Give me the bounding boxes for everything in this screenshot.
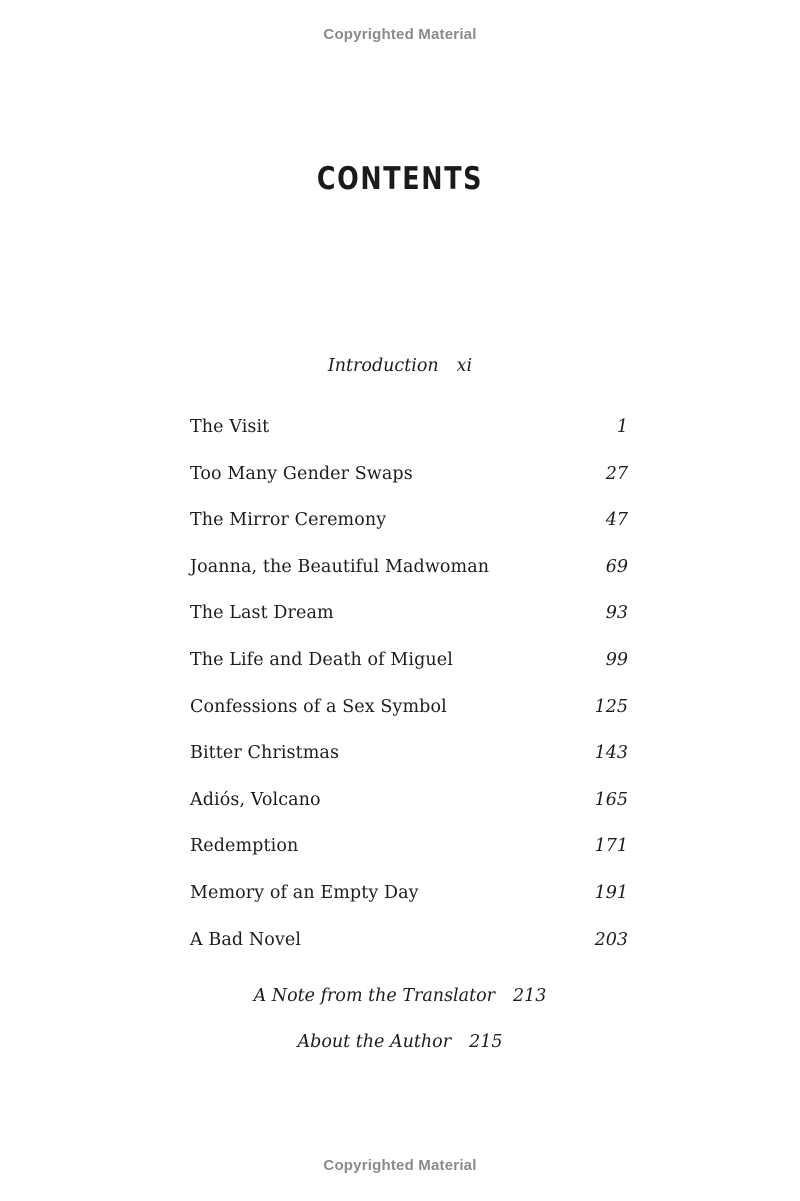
chapter-title: The Mirror Ceremony xyxy=(190,510,387,531)
toc-entry-chapter xyxy=(190,826,628,873)
toc-entry-chapter xyxy=(190,640,628,687)
chapter-page-number: 93 xyxy=(605,603,628,624)
introduction-page-number: xi xyxy=(456,356,473,376)
chapter-list xyxy=(190,407,628,966)
chapter-page-number: 99 xyxy=(605,649,628,670)
chapter-page-number: 203 xyxy=(594,929,628,950)
toc-entry-chapter xyxy=(190,873,628,920)
page-title: CONTENTS xyxy=(316,160,484,197)
chapter-title: Confessions of a Sex Symbol xyxy=(190,696,447,717)
chapter-page-number: 69 xyxy=(605,556,628,577)
about-author-label: About the Author xyxy=(297,1032,452,1052)
toc-entry-translator-note xyxy=(0,986,800,1006)
chapter-page-number: 143 xyxy=(594,743,628,764)
chapter-title: The Last Dream xyxy=(190,603,334,624)
toc-entry-chapter xyxy=(190,733,628,780)
toc-entry-chapter xyxy=(190,454,628,501)
about-author-page-number: 215 xyxy=(469,1032,503,1052)
chapter-page-number: 125 xyxy=(594,696,628,717)
toc-entry-chapter xyxy=(190,687,628,734)
translator-note-label: A Note from the Translator xyxy=(253,986,496,1006)
chapter-title: Memory of an Empty Day xyxy=(190,882,419,903)
chapter-title: The Visit xyxy=(190,417,270,437)
toc-entry-chapter xyxy=(190,547,628,594)
chapter-title: Too Many Gender Swaps xyxy=(190,463,413,484)
chapter-title: Adiós, Volcano xyxy=(190,789,321,810)
chapter-page-number: 165 xyxy=(594,789,628,810)
toc-entry-introduction xyxy=(0,356,800,376)
chapter-title: A Bad Novel xyxy=(190,929,302,950)
chapter-page-number: 1 xyxy=(616,417,628,437)
toc-entry-about-author xyxy=(0,1032,800,1052)
toc-entry-chapter xyxy=(190,500,628,547)
introduction-label: Introduction xyxy=(327,356,439,376)
chapter-page-number: 47 xyxy=(605,510,628,531)
chapter-page-number: 27 xyxy=(605,463,628,484)
chapter-title: Bitter Christmas xyxy=(190,743,340,764)
toc-entry-chapter xyxy=(190,780,628,827)
toc-entry-chapter xyxy=(190,920,628,967)
toc-entry-chapter xyxy=(190,593,628,640)
chapter-title: Redemption xyxy=(190,836,299,857)
copyright-watermark-top: Copyrighted Material xyxy=(323,26,477,43)
translator-note-page-number: 213 xyxy=(513,986,547,1006)
chapter-title: The Life and Death of Miguel xyxy=(190,649,453,670)
chapter-page-number: 191 xyxy=(594,882,628,903)
copyright-watermark-bottom: Copyrighted Material xyxy=(323,1157,477,1174)
toc-entry-chapter xyxy=(190,407,628,454)
chapter-title: Joanna, the Beautiful Madwoman xyxy=(190,556,490,577)
chapter-page-number: 171 xyxy=(594,836,628,857)
